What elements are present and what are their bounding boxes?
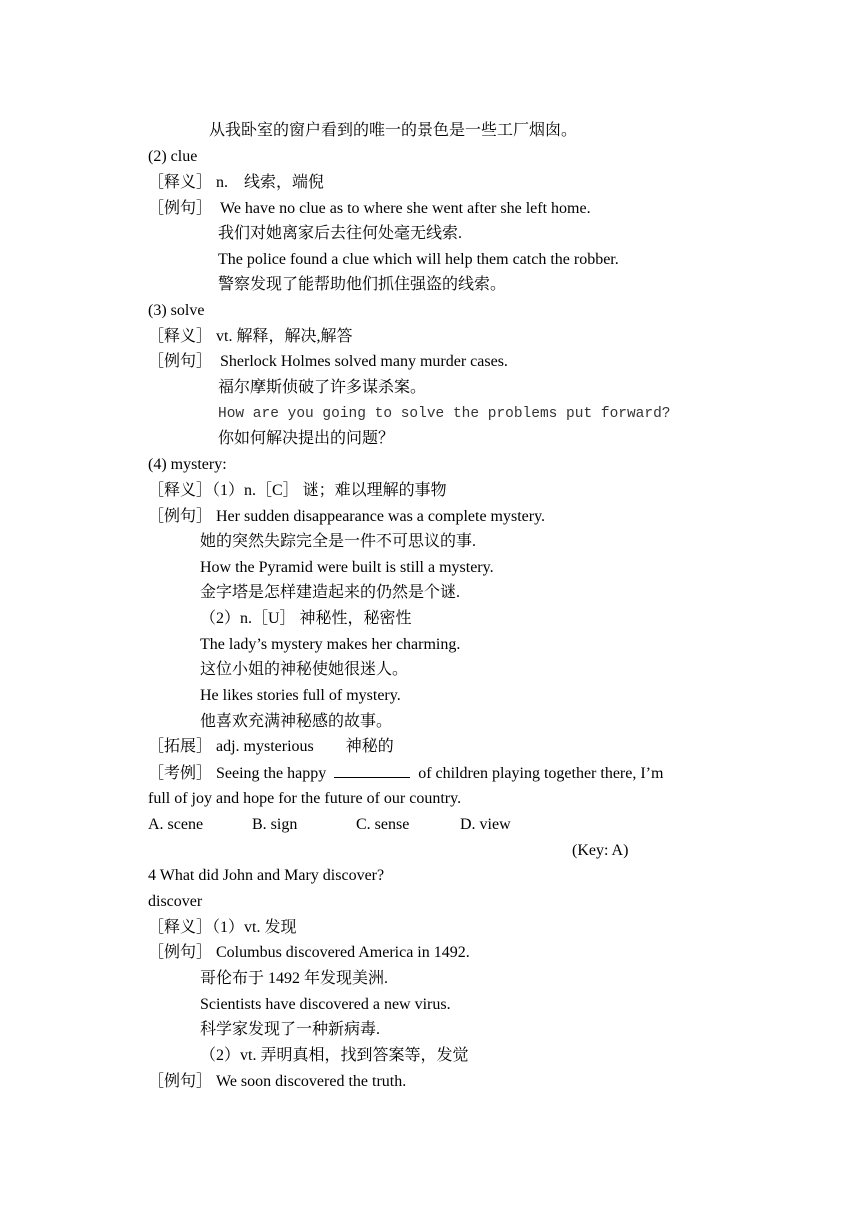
example-line: ［例句］ We have no clue as to where she went after she left home. xyxy=(148,200,591,217)
example-sentence: Scientists have discovered a new virus. xyxy=(200,996,451,1013)
answer-blank xyxy=(334,763,410,778)
example-line: ［例句］ Her sudden disappearance was a complete mystery. xyxy=(148,508,546,525)
example-line: ［例句］ We soon discovered the truth. xyxy=(148,1073,407,1090)
exam-text-before: ［考例］ Seeing the happy xyxy=(148,765,327,782)
option-a: A. scene xyxy=(148,816,204,833)
definition-line: （2）vt. 弄明真相，找到答案等，发觉 xyxy=(200,1047,469,1064)
translation-line: 我们对她离家后去往何处毫无线索. xyxy=(218,225,463,242)
vocab-heading-discover: discover xyxy=(148,893,203,910)
option-c: C. sense xyxy=(356,816,410,833)
vocab-heading-mystery: (4) mystery: xyxy=(148,456,227,473)
exam-question-line xyxy=(148,763,663,784)
example-sentence: The police found a clue which will help them catch the robber. xyxy=(218,251,619,268)
example-line: ［例句］ Sherlock Holmes solved many murder cases. xyxy=(148,353,508,370)
answer-key: (Key: A) xyxy=(572,842,629,859)
exam-question-continuation: full of joy and hope for the future of our country. xyxy=(148,790,462,807)
example-line: ［例句］ Columbus discovered America in 1492. xyxy=(148,944,470,961)
question-heading: 4 What did John and Mary discover? xyxy=(148,867,385,884)
definition-line: （2）n.［U］ 神秘性，秘密性 xyxy=(200,610,412,627)
exam-text-after: of children playing together there, I’m xyxy=(418,765,664,782)
translation-line: 哥伦布于 1492 年发现美洲. xyxy=(200,970,389,987)
example-sentence: He likes stories full of mystery. xyxy=(200,687,401,704)
translation-line: 科学家发现了一种新病毒. xyxy=(200,1021,381,1038)
translation-line: 从我卧室的窗户看到的唯一的景色是一些工厂烟囱。 xyxy=(209,122,578,139)
translation-line: 你如何解决提出的问题？ xyxy=(218,430,395,447)
example-sentence-mono: How are you going to solve the problems put forward? xyxy=(218,406,671,422)
option-b: B. sign xyxy=(252,816,298,833)
vocab-heading-solve: (3) solve xyxy=(148,302,205,319)
translation-line: 这位小姐的神秘使她很迷人。 xyxy=(200,661,409,678)
translation-line: 她的突然失踪完全是一件不可思议的事. xyxy=(200,533,477,550)
option-d: D. view xyxy=(460,816,511,833)
example-sentence: The lady’s mystery makes her charming. xyxy=(200,636,461,653)
translation-line: 福尔摩斯侦破了许多谋杀案。 xyxy=(218,379,427,396)
definition-line: ［释义］ vt. 解释，解决,解答 xyxy=(148,328,353,345)
extension-line: ［拓展］ adj. mysterious 神秘的 xyxy=(148,738,394,755)
translation-line: 他喜欢充满神秘感的故事。 xyxy=(200,713,393,730)
definition-line: ［释义］（1）n.［C］ 谜；难以理解的事物 xyxy=(148,482,447,499)
translation-line: 警察发现了能帮助他们抓住强盗的线索。 xyxy=(218,276,507,293)
definition-line: ［释义］ n. 线索，端倪 xyxy=(148,174,325,191)
definition-line: ［释义］（1）vt. 发现 xyxy=(148,919,297,936)
example-sentence: How the Pyramid were built is still a mystery. xyxy=(200,559,494,576)
translation-line: 金字塔是怎样建造起来的仍然是个谜. xyxy=(200,584,461,601)
vocab-heading-clue: (2) clue xyxy=(148,148,198,165)
